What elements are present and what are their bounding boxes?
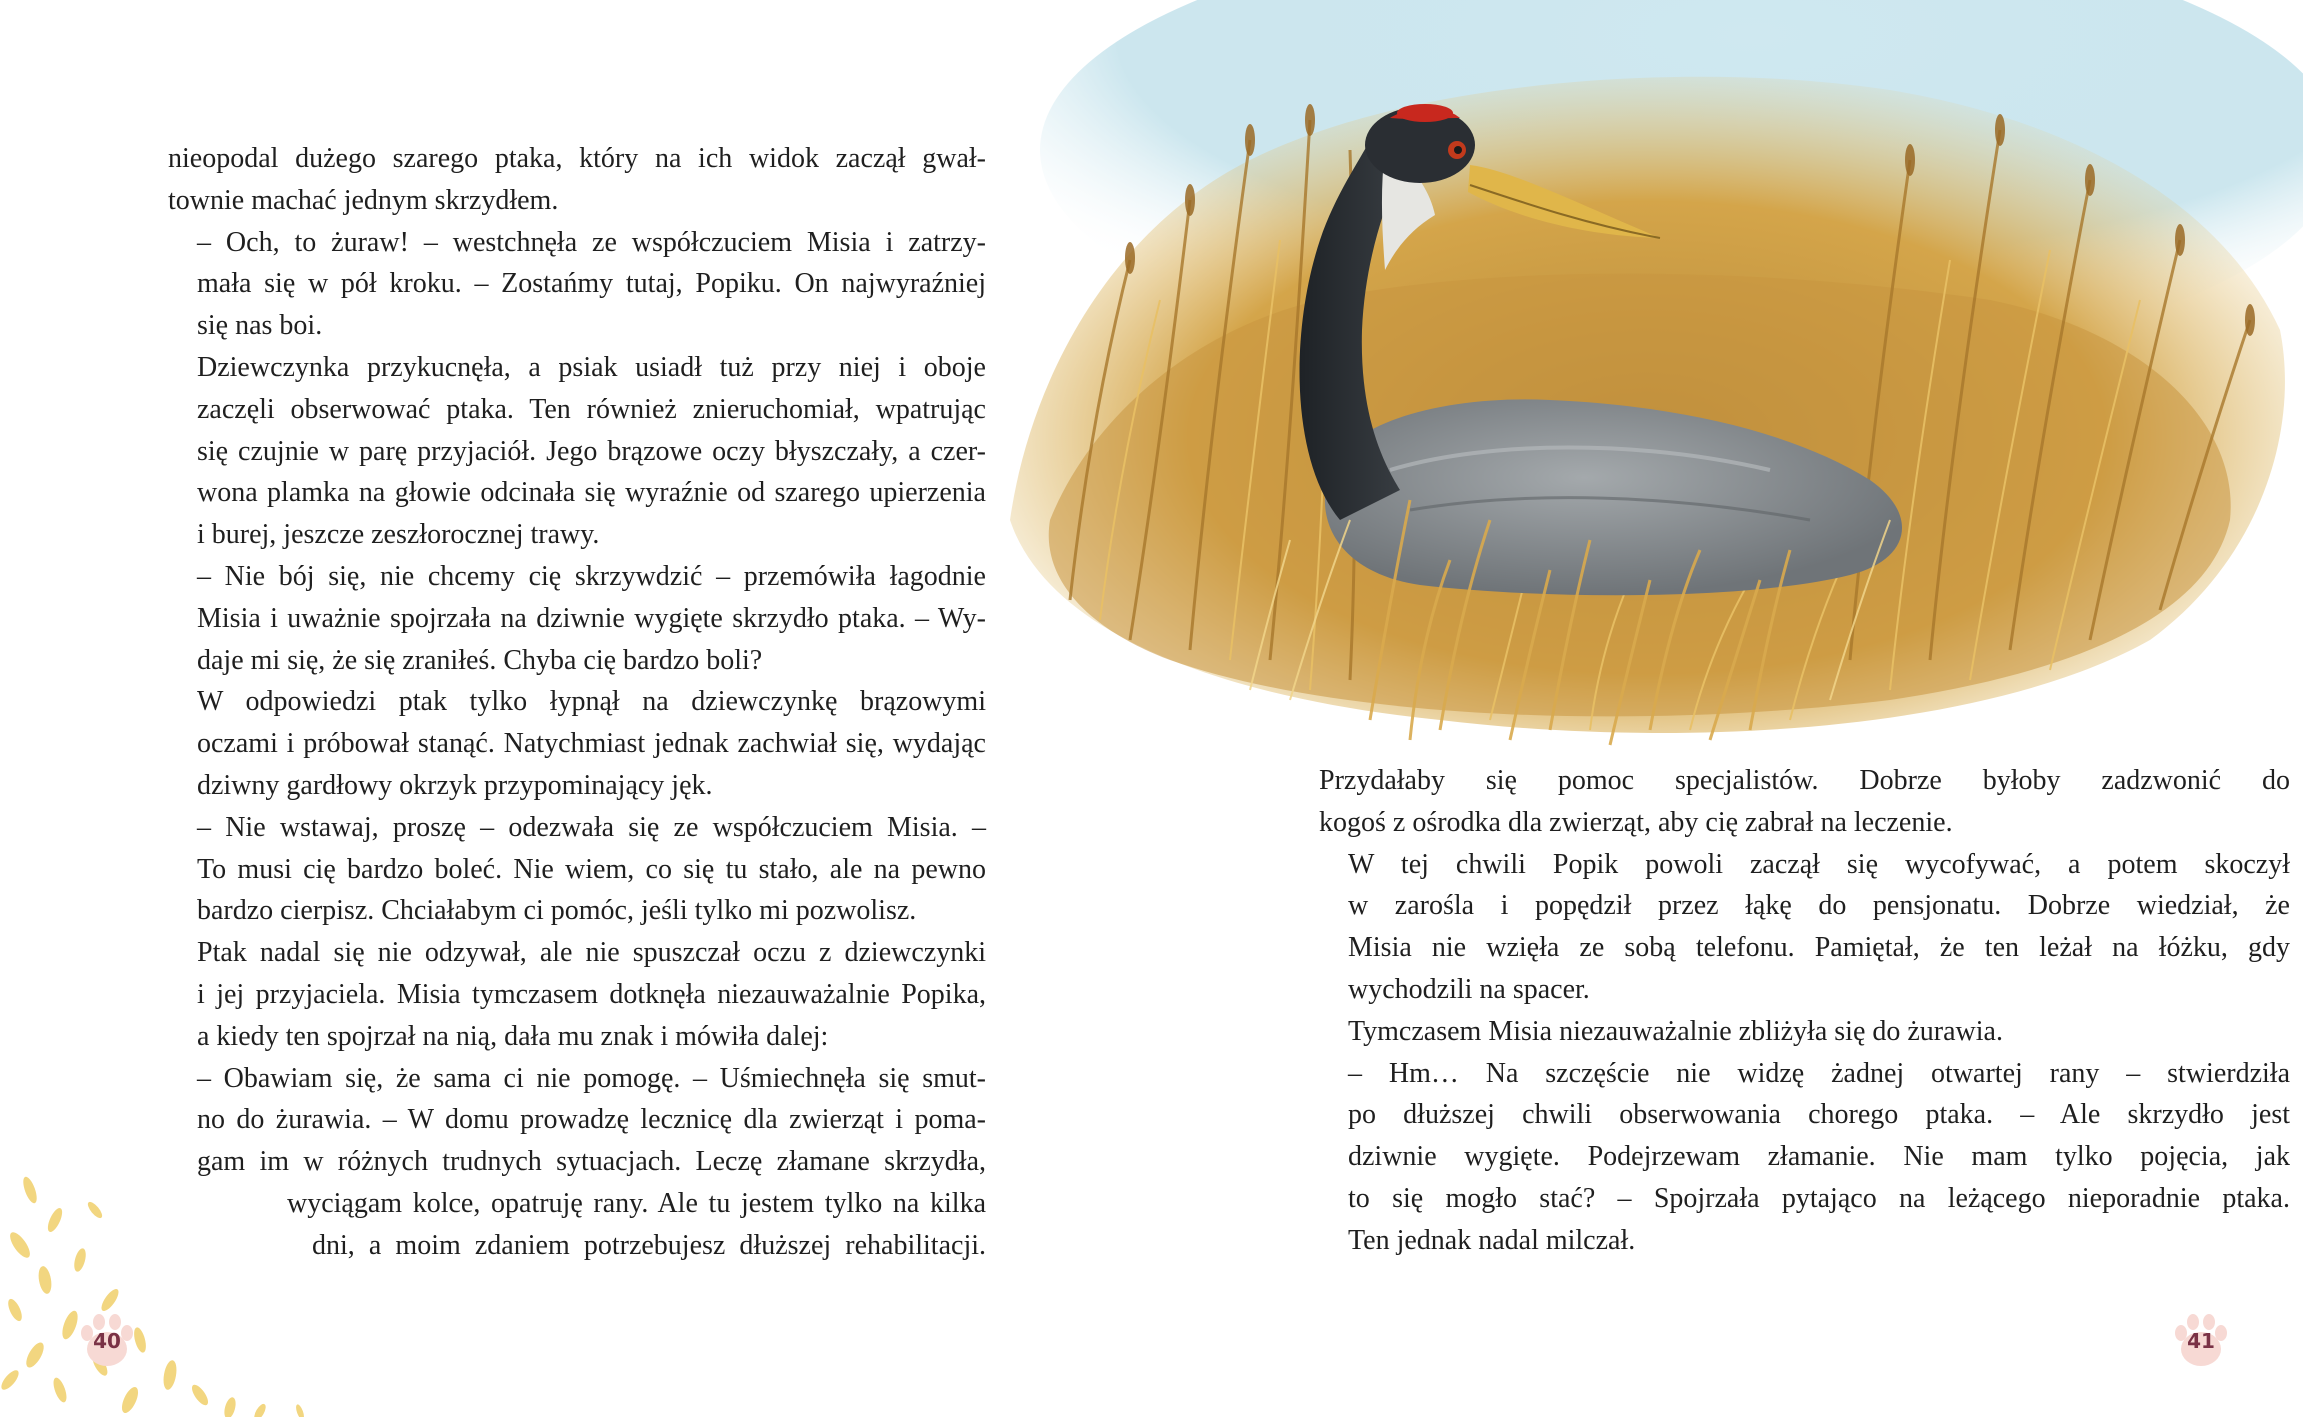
text-line: nieopodal dużego szarego ptaka, który na ich widok zaczął gwał-: [168, 143, 986, 174]
text-line: To musi cię bardzo boleć. Nie wiem, co się tu stało, ale na pewno: [197, 853, 986, 885]
text-line: – Obawiam się, że sama ci nie pomogę. – Uśmiechnęła się smut-: [197, 1062, 986, 1094]
paragraph: [1319, 760, 2290, 844]
text-line: oczami i próbował stanąć. Natychmiast jednak zachwiał się, wydając: [197, 728, 986, 760]
text-line: W odpowiedzi ptak tylko łypnął na dziewczynkę brązowymi: [197, 686, 986, 718]
text-line: mała się w pół kroku. – Zostańmy tutaj, Popiku. On najwyraźniej: [197, 268, 986, 300]
text-line: bardzo cierpisz. Chciałabym ci pomóc, jeśli tylko mi pozwolisz.: [197, 895, 917, 927]
paragraph: [1319, 844, 2290, 1011]
paragraph: [1319, 1011, 2290, 1053]
text-line: wona plamka na głowie odcinała się wyraźnie od szarego upierzenia: [197, 477, 986, 509]
text-line: się czujnie w parę przyjaciół. Jego brązowe oczy błyszczały, a czer-: [197, 435, 986, 467]
text-line: Dziewczynka przykucnęła, a psiak usiadł tuż przy niej i oboje: [197, 351, 986, 383]
text-line: Misia i uważnie spojrzała na dziwnie wygięte skrzydło ptaka. – Wy-: [197, 602, 986, 634]
text-line: dni, a moim zdaniem potrzebujesz dłuższej rehabilitacji.: [312, 1229, 986, 1261]
text-line: W tej chwili Popik powoli zaczął się wycofywać, a potem skoczył: [1348, 848, 2290, 880]
text-line: to się mogło stać? – Spojrzała pytająco na leżącego nieporadnie ptaka.: [1348, 1182, 2290, 1214]
text-line: – Hm… Na szczęście nie widzę żadnej otwartej rany – stwierdziła: [1348, 1057, 2290, 1089]
paragraph: [168, 222, 986, 347]
text-line: i burej, jeszcze zeszłorocznej trawy.: [197, 519, 600, 551]
text-line: po dłuższej chwili obserwowania chorego ptaka. – Ale skrzydło jest: [1348, 1099, 2290, 1131]
text-line: Ten jednak nadal milczał.: [1348, 1224, 1636, 1256]
crane-illustration: [990, 0, 2303, 760]
foliage-decoration: [0, 1150, 420, 1417]
paragraph: [168, 556, 986, 681]
text-line: daje mi się, że się zraniłeś. Chyba cię bardzo boli?: [197, 644, 763, 676]
left-page: [0, 0, 1151, 1417]
text-line: w zarośla i popędził przez łąkę do pensjonatu. Dobrze wiedział, że: [1348, 890, 2290, 922]
right-page-text: [1319, 760, 2290, 1262]
text-line: – Och, to żuraw! – westchnęła ze współczuciem Misia i zatrzy-: [197, 226, 986, 258]
text-line: dziwnie wygięte. Podejrzewam złamanie. Nie mam tylko pojęcia, jak: [1348, 1141, 2290, 1173]
text-line: Misia nie wzięła ze sobą telefonu. Pamiętał, że ten leżał na łóżku, gdy: [1348, 932, 2290, 964]
text-line: się nas boi.: [197, 310, 323, 342]
page-number-left: [78, 1313, 136, 1371]
paragraph: [168, 932, 986, 1057]
paragraph: [168, 347, 986, 556]
text-line: kogoś z ośrodka dla zwierząt, aby cię zabrał na leczenie.: [1319, 806, 1953, 838]
text-line: wychodzili na spacer.: [1348, 973, 1590, 1005]
paragraph: [1319, 1053, 2290, 1262]
page-number-text: 40: [93, 1329, 121, 1353]
text-line: no do żurawia. – W domu prowadzę lecznicę dla zwierząt i poma-: [197, 1104, 986, 1136]
text-line: townie machać jednym skrzydłem.: [168, 184, 559, 216]
page-number-text: 41: [2187, 1329, 2215, 1353]
text-line: dziwny gardłowy okrzyk przypominający jęk.: [197, 769, 713, 801]
text-line: zaczęli obserwować ptaka. Ten również znieruchomiał, wpatrując: [197, 393, 986, 425]
paragraph: [168, 807, 986, 932]
paragraph: [168, 681, 986, 806]
text-line: gam im w różnych trudnych sytuacjach. Leczę złamane skrzydła,: [197, 1146, 986, 1178]
text-line: a kiedy ten spojrzał na nią, dała mu znak i mówiła dalej:: [197, 1020, 829, 1052]
text-line: wyciągam kolce, opatruję rany. Ale tu jestem tylko na kilka: [287, 1187, 986, 1219]
text-line: i jej przyjaciela. Misia tymczasem dotknęła niezauważalnie Popika,: [197, 978, 986, 1010]
text-line: – Nie wstawaj, proszę – odezwała się ze współczuciem Misia. –: [197, 811, 986, 843]
text-line: – Nie bój się, nie chcemy cię skrzywdzić – przemówiła łagodnie: [197, 560, 986, 592]
left-page-text: [168, 138, 986, 1267]
text-line: Tymczasem Misia niezauważalnie zbliżyła się do żurawia.: [1348, 1015, 2003, 1047]
paragraph: [168, 138, 986, 222]
text-line: Przydałaby się pomoc specjalistów. Dobrze byłoby zadzwonić do: [1319, 765, 2290, 796]
page-number-right: [2172, 1313, 2230, 1371]
text-line: Ptak nadal się nie odzywał, ale nie spuszczał oczu z dziewczynki: [197, 937, 986, 969]
